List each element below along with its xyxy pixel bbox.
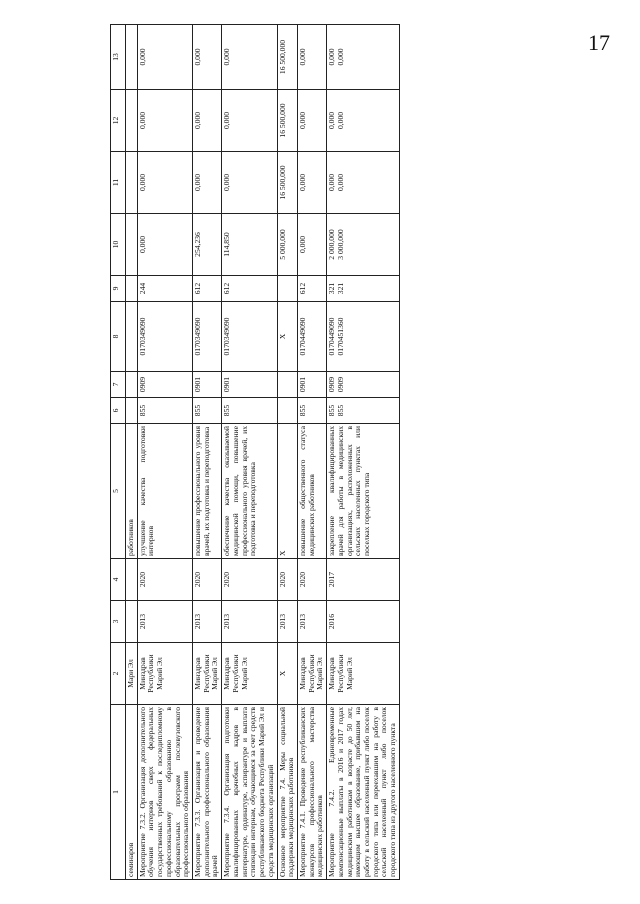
column-header: 6 [111, 398, 126, 424]
table-cell: 2 000,000 3 000,000 [327, 214, 400, 276]
table-cell: Мероприятие 7.4.2. Единовременные компенсационные выплаты в 2016 и 2017 годах медицинским работникам в возрасте до 50 лет, имеющим высшее образование, прибывшим на работу в сельский населенный пункт либо поселок городского типа или переехавшим на работу в сельский населенный пункт либо поселок городского типа из другого населенного пункта [327, 705, 400, 880]
table-cell: Мероприятие 7.3.2. Организация дополнительного обучения интернов сверх федеральных государственных требований к последипломному профессиональному образованию в образовательных программ послевузовского профессионального образования [137, 705, 192, 880]
table-cell: 2013 [193, 601, 222, 643]
table-cell: 0,000 0,000 [327, 152, 400, 214]
table-cell: Минздрав Республики Марий Эл [137, 643, 192, 705]
table-cell: 0,000 0,000 [327, 90, 400, 152]
table-cell: 0,000 [297, 214, 326, 276]
column-header: 1 [111, 705, 126, 880]
table-cell [126, 302, 138, 372]
table-row [222, 25, 277, 880]
table-cell: X [277, 302, 297, 372]
table-cell: 612 [193, 276, 222, 302]
table-cell: 2020 [193, 559, 222, 601]
table-cell: Минздрав Республики Марий Эл [222, 643, 277, 705]
table-cell: 855 [222, 398, 277, 424]
table-cell: обеспечение качества оказываемой медицинской помощи, повышение профессионального уровня врачей, их подготовка и переподготовка [222, 424, 277, 559]
table-cell: 2013 [277, 601, 297, 643]
table-row [137, 25, 192, 880]
table-cell [277, 276, 297, 302]
table-cell: 0170349090 [193, 302, 222, 372]
table-row [277, 25, 297, 880]
table-cell: 612 [222, 276, 277, 302]
table-cell: 855 [297, 398, 326, 424]
table-cell: Мари Эл [126, 643, 138, 705]
table-cell: 244 [137, 276, 192, 302]
table-cell [126, 90, 138, 152]
column-header: 5 [111, 424, 126, 559]
table-cell: 16 500,000 [277, 152, 297, 214]
table-cell [277, 398, 297, 424]
table-cell: 5 000,000 [277, 214, 297, 276]
table-cell: 2017 [327, 559, 400, 601]
table-cell: Основное мероприятие 7.4. Меры социальной поддержки медицинских работников [277, 705, 297, 880]
table-cell: 2020 [297, 559, 326, 601]
table-cell: повышение общественного статуса медицинских работников [297, 424, 326, 559]
table-cell: 2013 [222, 601, 277, 643]
table-cell [126, 601, 138, 643]
table-cell: 0909 [137, 372, 192, 398]
table-cell: 0170349090 [137, 302, 192, 372]
page-number: 17 [588, 30, 610, 55]
table-cell: 0170449090 [297, 302, 326, 372]
column-header: 12 [111, 90, 126, 152]
table-cell: 2016 [327, 601, 400, 643]
column-header: 7 [111, 372, 126, 398]
table-body [126, 25, 400, 880]
table-cell: 2013 [297, 601, 326, 643]
header-row [111, 25, 126, 880]
table-cell: 0,000 [222, 152, 277, 214]
table-cell: 0901 [297, 372, 326, 398]
table-cell [126, 398, 138, 424]
table-cell: 0,000 [297, 90, 326, 152]
table-cell: 0170349090 [222, 302, 277, 372]
table-cell: Минздрав Республики Марий Эл [327, 643, 400, 705]
table-row [327, 25, 400, 880]
column-header: 11 [111, 152, 126, 214]
table-cell: улучшение качества подготовки интернов [137, 424, 192, 559]
table-cell: 2020 [137, 559, 192, 601]
table-cell: 0,000 0,000 [327, 25, 400, 90]
table-cell: 0,000 [222, 25, 277, 90]
table-cell: 855 [137, 398, 192, 424]
table-cell: 2020 [222, 559, 277, 601]
column-header: 8 [111, 302, 126, 372]
table-cell: Мероприятие 7.3.3. Организация и проведение дополнительного профессионального образования врачей [193, 705, 222, 880]
table-cell [126, 559, 138, 601]
table-cell: 0901 [222, 372, 277, 398]
table-cell: 114,850 [222, 214, 277, 276]
table-cell [126, 214, 138, 276]
table-cell: 0,000 [137, 152, 192, 214]
table-cell: 0901 [193, 372, 222, 398]
table-cell: Минздрав Республики Марий Эл [193, 643, 222, 705]
table-cell: 612 [297, 276, 326, 302]
table-cell: 2020 [277, 559, 297, 601]
column-header: 2 [111, 643, 126, 705]
table-cell: 0,000 [297, 152, 326, 214]
table-cell: 321 321 [327, 276, 400, 302]
table-cell: 0,000 [137, 25, 192, 90]
table-cell: работников [126, 424, 138, 559]
table-cell: Минздрав Республики Марий Эл [297, 643, 326, 705]
table-cell: 0,000 [222, 90, 277, 152]
table-cell: 0170449090 0170451360 [327, 302, 400, 372]
program-activities-table [110, 24, 400, 880]
table-cell: семинаров [126, 705, 138, 880]
table-cell: 0,000 [193, 25, 222, 90]
table-cell: 16 500,000 [277, 25, 297, 90]
table-cell: X [277, 643, 297, 705]
table-cell: 0,000 [137, 90, 192, 152]
column-header: 10 [111, 214, 126, 276]
table-row [126, 25, 138, 880]
table-cell: 254,236 [193, 214, 222, 276]
table-cell: 0909 0909 [327, 372, 400, 398]
column-header: 3 [111, 601, 126, 643]
table-cell: 855 855 [327, 398, 400, 424]
table-cell: 0,000 [137, 214, 192, 276]
table-cell: 0,000 [297, 25, 326, 90]
table-cell: 0,000 [193, 152, 222, 214]
table-cell: повышение профессионального уровня врачей, их подготовка и переподготовка [193, 424, 222, 559]
table-row [193, 25, 222, 880]
table-cell [126, 276, 138, 302]
table-cell: 0,000 [193, 90, 222, 152]
table-cell: 855 [193, 398, 222, 424]
table-cell: Мероприятие 7.4.1. Проведение республиканских конкурсов профессионального мастерства медицинских работников [297, 705, 326, 880]
table-cell: 16 500,000 [277, 90, 297, 152]
column-header: 9 [111, 276, 126, 302]
column-header: 13 [111, 25, 126, 90]
table-cell [126, 152, 138, 214]
table-cell: Мероприятие 7.3.4. Организация подготовки квалифицированных врачебных кадров в интернатуре, ординатуре, аспирантуре и выплата стипендии интернам, обучающимся за счет средств республиканского бюджета Республики Марий Эл и средств медицинских организаций [222, 705, 277, 880]
rotated-table-container [110, 25, 630, 880]
table-cell: закрепление квалифицированных врачей для работы в медицинских организациях, расположенных в сельских населенных пунктах или поселках городского типа [327, 424, 400, 559]
table-row [297, 25, 326, 880]
column-header: 4 [111, 559, 126, 601]
table-cell: X [277, 424, 297, 559]
table-cell [126, 372, 138, 398]
table-cell [126, 25, 138, 90]
table-cell: 2013 [137, 601, 192, 643]
table-cell [277, 372, 297, 398]
